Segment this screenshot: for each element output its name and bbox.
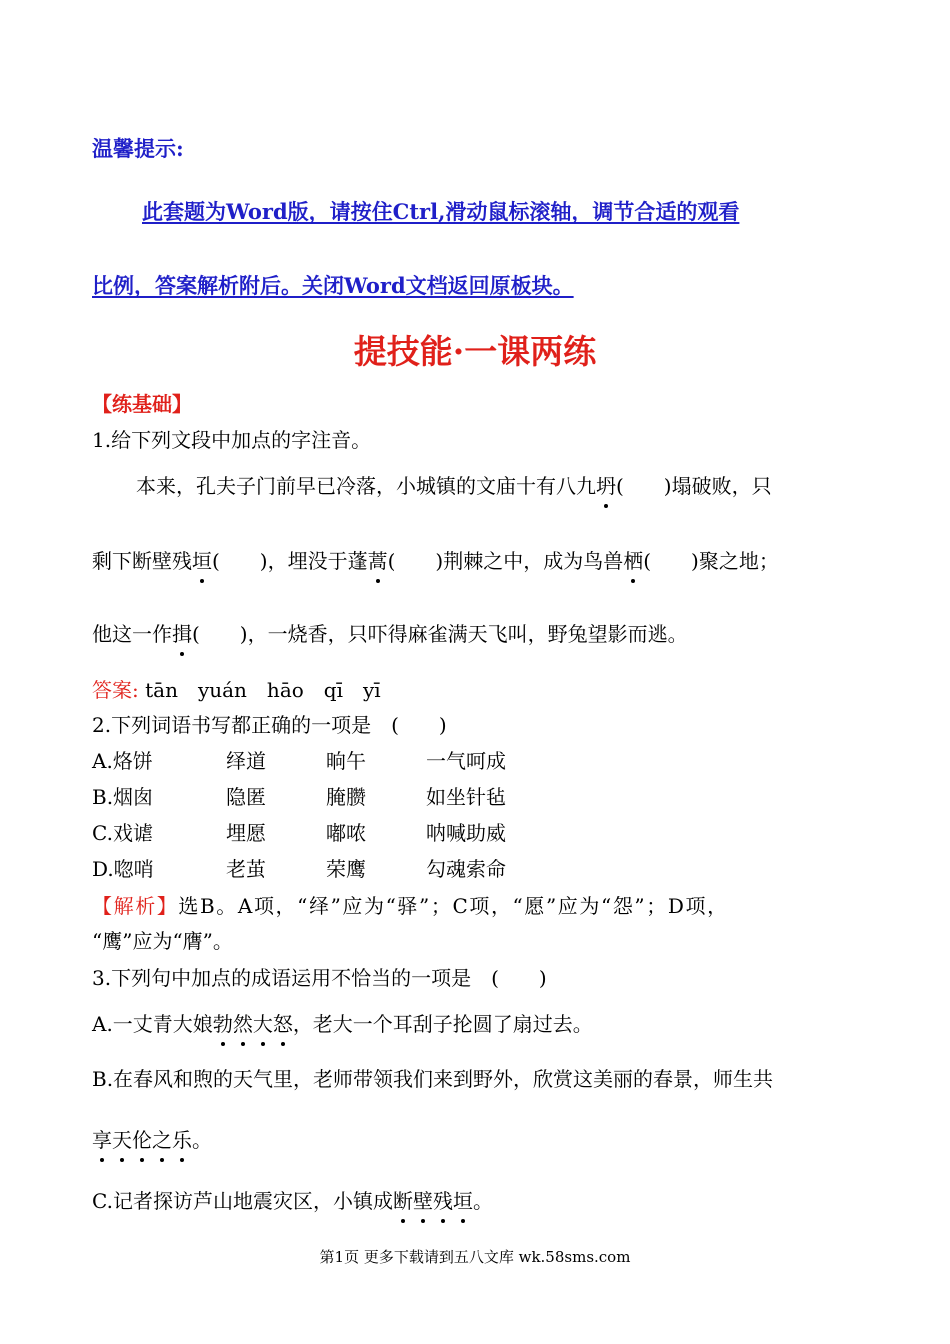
q1-text: ( )塌破败，只 bbox=[616, 474, 772, 498]
q1-text: ( )聚之地； bbox=[643, 549, 779, 573]
answer-text: tān yuán hāo qī yī bbox=[145, 678, 381, 702]
dotted-char: 残 bbox=[433, 1185, 453, 1214]
q3-text: 。 bbox=[192, 1128, 212, 1152]
dotted-char: 大 bbox=[253, 1008, 273, 1037]
dotted-char: 勃 bbox=[213, 1008, 233, 1037]
dotted-char: 揖 bbox=[172, 618, 192, 647]
page-title: 提技能·一课两练 bbox=[353, 332, 597, 371]
dotted-char: 享 bbox=[92, 1124, 112, 1153]
page-footer: 第1页 更多下载请到五八文库 wk.58sms.com bbox=[319, 1248, 631, 1266]
q2-option-a-word-3: 晌午 bbox=[326, 749, 366, 773]
q2-option-b-word-3: 腌臜 bbox=[326, 785, 366, 809]
q2-option-a-word-4: 一气呵成 bbox=[426, 749, 506, 773]
dotted-char: 天 bbox=[112, 1124, 132, 1153]
q3-text: 。 bbox=[472, 1189, 493, 1213]
dotted-char: 栖 bbox=[623, 545, 643, 574]
q2-option-d-word-3: 荣鹰 bbox=[326, 857, 366, 881]
dotted-char: 然 bbox=[233, 1008, 253, 1037]
dotted-char: 壁 bbox=[413, 1185, 433, 1214]
q1-paragraph-line-2 bbox=[92, 545, 779, 574]
answer-label: 答案: bbox=[92, 678, 139, 702]
dotted-char: 蒿 bbox=[368, 545, 388, 574]
q2-option-b-word-4: 如坐针毡 bbox=[426, 785, 506, 809]
q1-paragraph-line-1 bbox=[136, 470, 772, 499]
notice-heading: 温馨提示: bbox=[92, 136, 184, 161]
q2-option-a-word-2: 绎道 bbox=[226, 749, 266, 773]
notice-line-2[interactable]: 比例，答案解析附后。关闭Word文档返回原板块。 bbox=[92, 273, 574, 298]
dotted-char: 乐 bbox=[172, 1124, 192, 1153]
q2-option-d-word-4: 勾魂索命 bbox=[426, 857, 506, 881]
q1-text: 他这一作 bbox=[92, 622, 172, 646]
q3-option-c bbox=[92, 1185, 493, 1214]
q2-option-a-word-1: A.烙饼 bbox=[92, 749, 153, 773]
q1-answer bbox=[92, 674, 381, 703]
dotted-char: 怒 bbox=[273, 1008, 293, 1037]
q3-option-a bbox=[92, 1008, 593, 1037]
q1-text: ( )，一烧香，只吓得麻雀满天飞叫，野兔望影而逃。 bbox=[192, 622, 688, 646]
dotted-char: 垣 bbox=[453, 1185, 473, 1214]
analysis-label: 【解析】 bbox=[92, 894, 179, 918]
q3-text: A.一丈青大娘 bbox=[92, 1012, 213, 1036]
dotted-char: 之 bbox=[152, 1124, 172, 1153]
q2-option-c-word-1: C.戏谑 bbox=[92, 821, 153, 845]
q2-option-b-word-1: B.烟囱 bbox=[92, 785, 154, 809]
dotted-char: 垣 bbox=[192, 545, 212, 574]
q2-option-c-word-4: 呐喊助威 bbox=[426, 821, 506, 845]
dotted-idiom bbox=[393, 1189, 473, 1213]
q3-text: ，老大一个耳刮子抡圆了扇过去。 bbox=[292, 1012, 593, 1036]
dotted-char: 伦 bbox=[132, 1124, 152, 1153]
q2-option-c-word-2: 埋愿 bbox=[226, 821, 266, 845]
q3-stem: 3.下列句中加点的成语运用不恰当的一项是 ( ) bbox=[92, 966, 547, 990]
q2-stem: 2.下列词语书写都正确的一项是 ( ) bbox=[92, 713, 447, 737]
notice-line-1[interactable]: 此套题为Word版，请按住Ctrl,滑动鼠标滚轴，调节合适的观看 bbox=[142, 199, 740, 224]
dotted-char: 坍 bbox=[596, 470, 616, 499]
q3-option-b: B.在春风和煦的天气里，老师带领我们来到野外，欣赏这美丽的春景，师生共 bbox=[92, 1067, 774, 1091]
q2-option-d-word-2: 老茧 bbox=[226, 857, 266, 881]
section-label: 【练基础】 bbox=[92, 392, 192, 416]
dotted-idiom bbox=[92, 1128, 192, 1152]
dotted-idiom bbox=[213, 1012, 293, 1036]
analysis-text: 选B。A项，“绎”应为“驿”；C项，“愿”应为“怨”；D项， bbox=[178, 894, 729, 918]
q1-text: 剩下断壁残 bbox=[92, 549, 192, 573]
q3-option-b-cont bbox=[92, 1124, 212, 1153]
q1-text: 本来，孔夫子门前早已冷落，小城镇的文庙十有八九 bbox=[136, 474, 596, 498]
q2-analysis bbox=[92, 890, 729, 919]
q2-option-c-word-3: 嘟哝 bbox=[326, 821, 366, 845]
q1-text: ( )荆棘之中，成为鸟兽 bbox=[387, 549, 624, 573]
q2-option-d-word-1: D.唿哨 bbox=[92, 857, 154, 881]
q1-text: ( )，埋没于蓬 bbox=[212, 549, 368, 573]
dotted-char: 断 bbox=[393, 1185, 413, 1214]
q2-option-b-word-2: 隐匿 bbox=[226, 785, 266, 809]
q3-text: C.记者探访芦山地震灾区，小镇成 bbox=[92, 1189, 393, 1213]
q2-analysis-cont: “鹰”应为“膺”。 bbox=[92, 929, 233, 953]
q1-stem: 1.给下列文段中加点的字注音。 bbox=[92, 428, 372, 452]
q1-paragraph-line-3 bbox=[92, 618, 688, 647]
